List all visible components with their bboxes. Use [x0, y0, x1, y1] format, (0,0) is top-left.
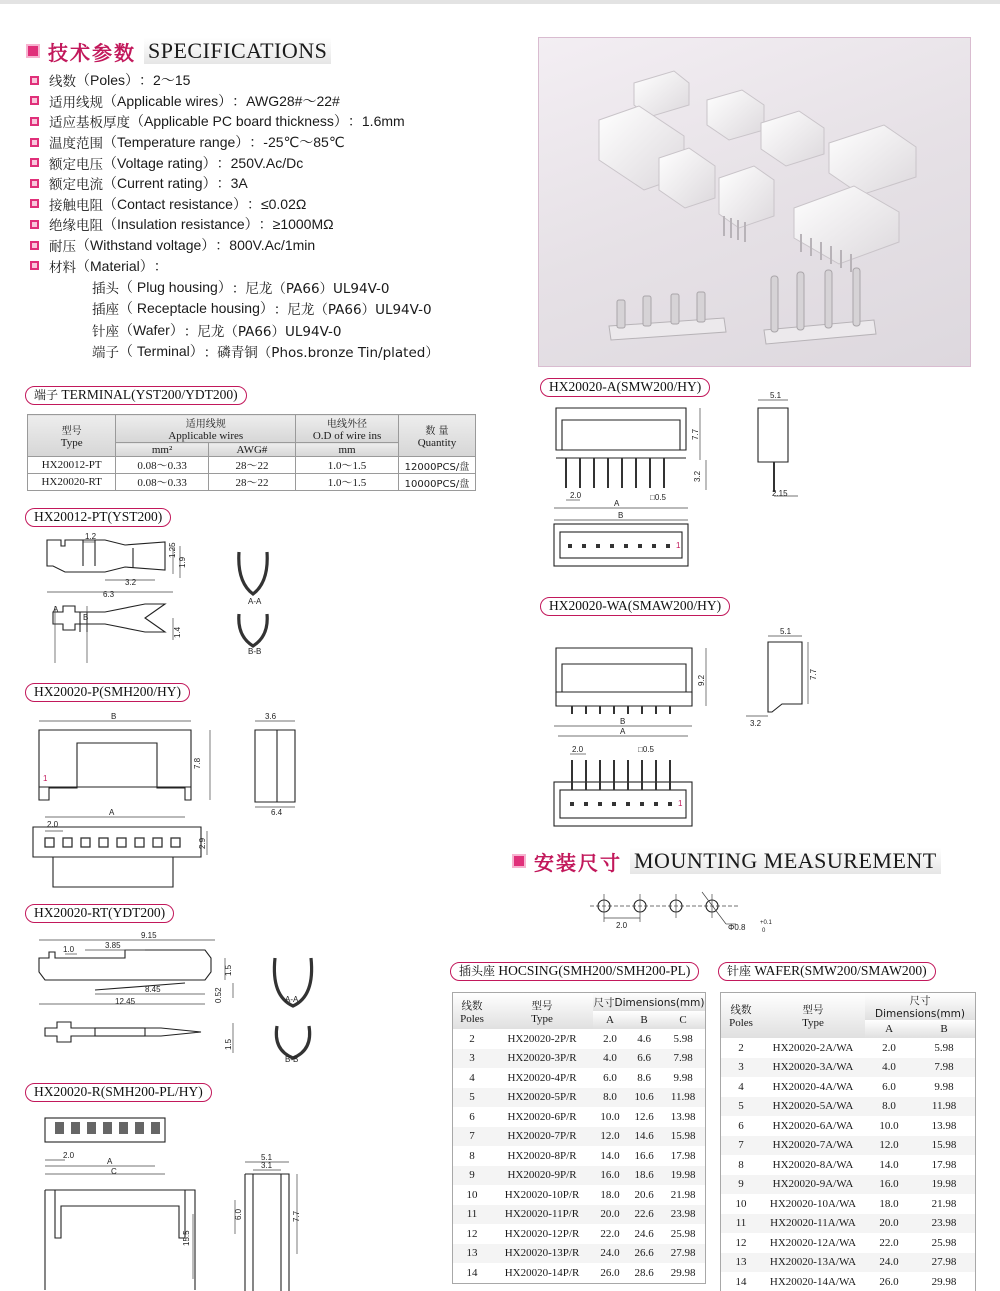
cell-a: 12.0	[865, 1136, 913, 1156]
spec-list	[30, 70, 500, 362]
cell-a: 6.0	[865, 1077, 913, 1097]
cell-t: HX20020-10P/R	[491, 1185, 593, 1205]
dim-a: A	[620, 727, 626, 736]
cell-t: HX20020-13A/WA	[761, 1253, 865, 1273]
cell-b: 21.98	[913, 1194, 975, 1214]
bullet-icon	[30, 138, 39, 147]
cell-a: 4.0	[865, 1058, 913, 1078]
cell-a: 20.0	[865, 1214, 913, 1234]
cell-a: 16.0	[865, 1175, 913, 1195]
mounting-title-en: MOUNTING MEASUREMENT	[630, 848, 941, 874]
header-square-icon	[512, 854, 526, 868]
table-row	[721, 1155, 975, 1175]
cell-b: 26.6	[627, 1244, 661, 1264]
cell-a: 2.0	[865, 1038, 913, 1058]
hx20020-r-label: HX20020-R(SMH200-PL/HY)	[25, 1083, 212, 1102]
cell-b: 9.98	[913, 1077, 975, 1097]
product-photo	[538, 37, 971, 367]
cell-t: HX20020-4A/WA	[761, 1077, 865, 1097]
cell-a: 26.0	[865, 1272, 913, 1291]
cell-p: 4	[453, 1068, 491, 1088]
cell-p: 4	[721, 1077, 761, 1097]
section-aa: A-A	[285, 995, 299, 1004]
cell-t: HX20020-5A/WA	[761, 1097, 865, 1117]
th-dimensions: 尺寸Dimensions(mm)	[865, 993, 975, 1020]
dim-3-2: 3.2	[693, 470, 702, 482]
cell-b: 25.98	[913, 1233, 975, 1253]
table-row	[721, 1058, 975, 1078]
dim-2-0: 2.0	[572, 745, 584, 754]
cell-b: 20.6	[627, 1185, 661, 1205]
dim-1-4: 1.4	[173, 626, 182, 638]
material-wafer: 针座 （Wafer） ：尼龙（PA66）UL94V-0	[92, 321, 342, 340]
dim-c: C	[111, 1167, 117, 1176]
table-row	[453, 1049, 705, 1069]
cell-t: HX20020-11A/WA	[761, 1214, 865, 1234]
table-row	[721, 1253, 975, 1273]
table-row	[721, 1038, 975, 1058]
cell-b: 15.98	[913, 1136, 975, 1156]
cell-a: 10.0	[865, 1116, 913, 1136]
hx20020-wa-label: HX20020-WA(SMAW200/HY)	[540, 597, 730, 616]
cell-c: 25.98	[661, 1224, 705, 1244]
cell-t: HX20020-7P/R	[491, 1127, 593, 1147]
cell-a: 12.0	[593, 1127, 627, 1147]
table-row	[721, 1077, 975, 1097]
cell-b: 10.6	[627, 1088, 661, 1108]
th-type: 型号 Type	[491, 993, 593, 1029]
terminal-label: 端子 TERMINAL(YST200/YDT200)	[25, 386, 247, 405]
cell-p: 11	[453, 1205, 491, 1225]
cell-p: 9	[721, 1175, 761, 1195]
bullet-icon	[30, 199, 39, 208]
spec-row-board: 适应基板厚度 （Applicable PC board thickness） ：1.6mm	[30, 111, 500, 132]
mark-a: A	[53, 605, 59, 614]
th-b: B	[913, 1020, 975, 1038]
dim-5-1: 5.1	[770, 391, 782, 400]
cell-t: HX20020-3P/R	[491, 1049, 593, 1069]
dim-1-25: 1.25	[168, 542, 177, 558]
table-row	[453, 1127, 705, 1147]
dim-8-45: 8.45	[145, 985, 161, 994]
th-a: A	[865, 1020, 913, 1038]
dim-1-9: 1.9	[178, 556, 187, 568]
dim-3-1: 3.1	[261, 1161, 273, 1170]
dim-a: A	[614, 499, 620, 508]
top-border	[0, 0, 1000, 4]
mounting-title-cn: 安装尺寸	[534, 850, 622, 875]
dim-6-3: 6.3	[103, 590, 115, 599]
cell-a: 8.0	[593, 1088, 627, 1108]
hocsing-table	[453, 993, 705, 1283]
dim-a: A	[109, 808, 115, 817]
th-od-mm: mm	[296, 443, 399, 457]
table-row	[453, 1088, 705, 1108]
table-row	[453, 1107, 705, 1127]
table-row	[453, 1263, 705, 1283]
bullet-icon	[30, 117, 39, 126]
section-aa: A-A	[248, 597, 262, 606]
cell-a: 24.0	[593, 1244, 627, 1264]
header-square-icon	[26, 44, 40, 58]
cell-a: 14.0	[593, 1146, 627, 1166]
dim-0-5: □0.5	[650, 493, 666, 502]
cell-t: HX20020-13P/R	[491, 1244, 593, 1264]
cell-p: 5	[453, 1088, 491, 1108]
table-row	[453, 1224, 705, 1244]
table-row	[721, 1116, 975, 1136]
cell-p: 8	[453, 1146, 491, 1166]
cell-a: 14.0	[865, 1155, 913, 1175]
dim-1-5-b: 1.5	[224, 1038, 233, 1050]
hx20020-a-label: HX20020-A(SMW200/HY)	[540, 378, 710, 397]
cell-t: HX20020-2P/R	[491, 1029, 593, 1049]
dim-b: B	[620, 717, 626, 726]
spec-row-withstand: 耐压 （Withstand voltage） ：800V.Ac/1min	[30, 235, 500, 256]
dim-7-7: 7.7	[691, 428, 700, 440]
table-row: HX20012-PT 0.08～0.33 28～22 1.0～1.5 12000PCS/盘	[28, 457, 476, 474]
table-row	[453, 1185, 705, 1205]
cell-c: 17.98	[661, 1146, 705, 1166]
th-type: 型号 Type	[761, 993, 865, 1038]
cell-p: 3	[453, 1049, 491, 1069]
dim-7-8: 7.8	[193, 757, 202, 769]
cell-t: HX20020-8A/WA	[761, 1155, 865, 1175]
th-dimensions: 尺寸Dimensions(mm)	[593, 993, 705, 1011]
cell-t: HX20020-9P/R	[491, 1166, 593, 1186]
cell-a: 26.0	[593, 1263, 627, 1283]
cell-t: HX20020-4P/R	[491, 1068, 593, 1088]
hx20020-p-label: HX20020-P(SMH200/HY)	[25, 683, 190, 702]
cell-t: HX20020-2A/WA	[761, 1038, 865, 1058]
table-row	[721, 1097, 975, 1117]
table-row	[721, 1272, 975, 1291]
cell-p: 7	[721, 1136, 761, 1156]
cell-a: 4.0	[593, 1049, 627, 1069]
dim-15-5: 15.5	[182, 1230, 191, 1246]
cell-a: 18.0	[593, 1185, 627, 1205]
material-terminal: 端子 （ Terminal） ：磷青铜（Phos.bronze Tin/plated）	[92, 343, 439, 362]
cell-c: 21.98	[661, 1185, 705, 1205]
wafer-table	[721, 993, 975, 1291]
cell-p: 7	[453, 1127, 491, 1147]
bullet-icon	[30, 96, 39, 105]
cell-c: 27.98	[661, 1244, 705, 1264]
spec-row-insulation: 绝缘电阻 （Insulation resistance） ：≥1000MΩ	[30, 214, 500, 235]
dim-6-0: 6.0	[234, 1208, 243, 1220]
cell-a: 6.0	[593, 1068, 627, 1088]
cell-a: 22.0	[593, 1224, 627, 1244]
cell-t: HX20020-9A/WA	[761, 1175, 865, 1195]
cell-p: 2	[721, 1038, 761, 1058]
wafer-label: 针座 WAFER(SMW200/SMAW200)	[718, 962, 936, 981]
cell-p: 5	[721, 1097, 761, 1117]
cell-p: 11	[721, 1214, 761, 1234]
section-bb: B-B	[248, 647, 262, 656]
mounting-header	[512, 846, 941, 876]
dim-0-5: □0.5	[638, 745, 654, 754]
table-row	[453, 1146, 705, 1166]
cell-b: 11.98	[913, 1097, 975, 1117]
hx20020-rt-label: HX20020-RT(YDT200)	[25, 904, 174, 923]
cell-c: 5.98	[661, 1029, 705, 1049]
cell-b: 14.6	[627, 1127, 661, 1147]
cell-a: 22.0	[865, 1233, 913, 1253]
cell-p: 9	[453, 1166, 491, 1186]
pin-1-mark: 1	[676, 541, 681, 550]
spec-row-poles: 线数 （Poles） ：2～15	[30, 70, 500, 91]
hx20020-p-drawing	[25, 705, 325, 905]
th-poles: 线数 Poles	[721, 993, 761, 1038]
dim-2-15: 2.15	[772, 489, 788, 498]
hx20012-pt-label: HX20012-PT(YST200)	[25, 508, 171, 527]
material-receptacle: 插座 （ Receptacle housing） ：尼龙（PA66）UL94V-0	[92, 300, 432, 319]
hocsing-table-wrap	[452, 992, 706, 1284]
dim-1-5: 1.5	[224, 964, 233, 976]
hx20020-wa-drawing	[540, 620, 830, 832]
cell-t: HX20020-6P/R	[491, 1107, 593, 1127]
specifications-title-cn: 技术参数	[48, 40, 136, 65]
dim-b: B	[111, 712, 117, 721]
hx20020-r-drawing	[25, 1104, 325, 1291]
bullet-icon	[30, 179, 39, 188]
dim-0-52: 0.52	[214, 987, 223, 1003]
cell-b: 19.98	[913, 1175, 975, 1195]
th-awg: AWG#	[208, 443, 295, 457]
cell-p: 13	[453, 1244, 491, 1264]
dim-9-2: 9.2	[697, 674, 706, 686]
spec-row-temperature: 温度范围 （Temperature range） ：-25℃～85℃	[30, 132, 500, 153]
cell-b: 29.98	[913, 1272, 975, 1291]
cell-b: 16.6	[627, 1146, 661, 1166]
cell-p: 13	[721, 1253, 761, 1273]
bullet-icon	[30, 220, 39, 229]
hx20020-a-drawing	[540, 390, 820, 580]
cell-a: 10.0	[593, 1107, 627, 1127]
cell-t: HX20020-14P/R	[491, 1263, 593, 1283]
cell-b: 22.6	[627, 1205, 661, 1225]
cell-a: 24.0	[865, 1253, 913, 1273]
mark-b: B	[83, 613, 89, 622]
cell-c: 15.98	[661, 1127, 705, 1147]
cell-c: 9.98	[661, 1068, 705, 1088]
dim-12-45: 12.45	[115, 997, 136, 1006]
cell-a: 18.0	[865, 1194, 913, 1214]
cell-p: 3	[721, 1058, 761, 1078]
hx20012-pt-drawing	[25, 528, 305, 678]
th-od: 电线外径 O.D of wire ins	[296, 415, 399, 443]
dim-2-0: 2.0	[47, 820, 59, 829]
cell-t: HX20020-7A/WA	[761, 1136, 865, 1156]
cell-t: HX20020-3A/WA	[761, 1058, 865, 1078]
cell-p: 8	[721, 1155, 761, 1175]
cell-p: 12	[721, 1233, 761, 1253]
dim-2-0: 2.0	[570, 491, 582, 500]
bullet-icon	[30, 261, 39, 270]
table-row: HX20020-RT 0.08～0.33 28～22 1.0～1.5 10000PCS/盘	[28, 474, 476, 491]
table-row	[453, 1068, 705, 1088]
cell-t: HX20020-10A/WA	[761, 1194, 865, 1214]
cell-p: 14	[453, 1263, 491, 1283]
bullet-icon	[30, 76, 39, 85]
dim-3-85: 3.85	[105, 941, 121, 950]
table-row	[721, 1175, 975, 1195]
cell-c: 19.98	[661, 1166, 705, 1186]
dim-6-4: 6.4	[271, 808, 283, 817]
cell-p: 10	[453, 1185, 491, 1205]
terminal-table	[27, 414, 476, 491]
cell-b: 23.98	[913, 1214, 975, 1234]
mounting-drawing	[590, 884, 790, 940]
cell-b: 5.98	[913, 1038, 975, 1058]
cell-p: 2	[453, 1029, 491, 1049]
cell-b: 18.6	[627, 1166, 661, 1186]
spec-row-voltage: 额定电压 （Voltage rating） ：250V.Ac/Dc	[30, 152, 500, 173]
specifications-title-en: SPECIFICATIONS	[144, 38, 331, 64]
dim-2-9: 2.9	[198, 837, 207, 849]
cell-t: HX20020-6A/WA	[761, 1116, 865, 1136]
dim-2-0: 2.0	[616, 921, 628, 930]
table-row	[453, 1244, 705, 1264]
table-row	[721, 1233, 975, 1253]
cell-a: 16.0	[593, 1166, 627, 1186]
specifications-header	[26, 36, 331, 66]
material-plug: 插头 （ Plug housing） ：尼龙（PA66）UL94V-0	[92, 278, 390, 297]
dim-3-6: 3.6	[265, 712, 277, 721]
table-row	[721, 1214, 975, 1234]
dim-a: A	[107, 1157, 113, 1166]
dim-1-2: 1.2	[85, 532, 97, 541]
hx20020-rt-drawing	[25, 928, 325, 1068]
dim-hole: Φ0.8	[728, 923, 746, 932]
cell-c: 23.98	[661, 1205, 705, 1225]
cell-b: 24.6	[627, 1224, 661, 1244]
pin-1-mark: 1	[43, 774, 48, 783]
cell-b: 7.98	[913, 1058, 975, 1078]
connector-photo-illustration	[539, 38, 972, 368]
spec-row-contact: 接触电阻 （Contact resistance） ：≤0.02Ω	[30, 194, 500, 215]
dim-tol-plus: +0.1	[760, 920, 772, 926]
dim-tol-minus: 0	[762, 928, 766, 934]
cell-p: 14	[721, 1272, 761, 1291]
dim-3-2: 3.2	[125, 578, 137, 587]
dim-5-1: 5.1	[261, 1153, 273, 1162]
th-qty: 数 量 Quantity	[398, 415, 475, 457]
cell-t: HX20020-12A/WA	[761, 1233, 865, 1253]
th-b: B	[627, 1011, 661, 1029]
cell-c: 29.98	[661, 1263, 705, 1283]
cell-c: 7.98	[661, 1049, 705, 1069]
cell-b: 17.98	[913, 1155, 975, 1175]
dim-9-15: 9.15	[141, 931, 157, 940]
table-row	[721, 1194, 975, 1214]
th-c: C	[661, 1011, 705, 1029]
cell-p: 10	[721, 1194, 761, 1214]
cell-a: 20.0	[593, 1205, 627, 1225]
table-row	[721, 1136, 975, 1156]
cell-t: HX20020-5P/R	[491, 1088, 593, 1108]
table-row	[453, 1029, 705, 1049]
spec-row-current: 额定电流 （Current rating） ：3A	[30, 173, 500, 194]
cell-t: HX20020-11P/R	[491, 1205, 593, 1225]
cell-b: 28.6	[627, 1263, 661, 1283]
th-type: 型号 Type	[28, 415, 116, 457]
table-row	[453, 1166, 705, 1186]
bullet-icon	[30, 158, 39, 167]
cell-t: HX20020-12P/R	[491, 1224, 593, 1244]
cell-b: 6.6	[627, 1049, 661, 1069]
dim-7-7: 7.7	[292, 1210, 301, 1222]
bullet-icon	[30, 241, 39, 250]
cell-b: 4.6	[627, 1029, 661, 1049]
spec-row-material: 材料 （Material） ：	[30, 255, 500, 276]
th-mm2: mm²	[116, 443, 208, 457]
dim-7-7: 7.7	[809, 668, 818, 680]
cell-p: 12	[453, 1224, 491, 1244]
spec-row-wires: 适用线规 （Applicable wires） ：AWG28#～22#	[30, 91, 500, 112]
cell-p: 6	[721, 1116, 761, 1136]
th-wires: 适用线规 Applicable wires	[116, 415, 296, 443]
dim-2-0: 2.0	[63, 1151, 75, 1160]
hocsing-label: 插头座 HOCSING(SMH200/SMH200-PL)	[450, 962, 699, 981]
dim-b: B	[618, 511, 624, 520]
th-a: A	[593, 1011, 627, 1029]
pin-1-mark: 1	[678, 799, 683, 808]
cell-b: 12.6	[627, 1107, 661, 1127]
dim-1-0: 1.0	[63, 945, 75, 954]
dim-3-2: 3.2	[750, 719, 762, 728]
cell-b: 27.98	[913, 1253, 975, 1273]
th-poles: 线数 Poles	[453, 993, 491, 1029]
cell-a: 2.0	[593, 1029, 627, 1049]
cell-t: HX20020-8P/R	[491, 1146, 593, 1166]
cell-p: 6	[453, 1107, 491, 1127]
cell-c: 11.98	[661, 1088, 705, 1108]
table-row	[453, 1205, 705, 1225]
wafer-table-wrap	[720, 992, 976, 1291]
cell-a: 8.0	[865, 1097, 913, 1117]
cell-b: 8.6	[627, 1068, 661, 1088]
cell-t: HX20020-14A/WA	[761, 1272, 865, 1291]
dim-5-1: 5.1	[780, 627, 792, 636]
cell-c: 13.98	[661, 1107, 705, 1127]
section-bb: B-B	[285, 1055, 299, 1064]
cell-b: 13.98	[913, 1116, 975, 1136]
